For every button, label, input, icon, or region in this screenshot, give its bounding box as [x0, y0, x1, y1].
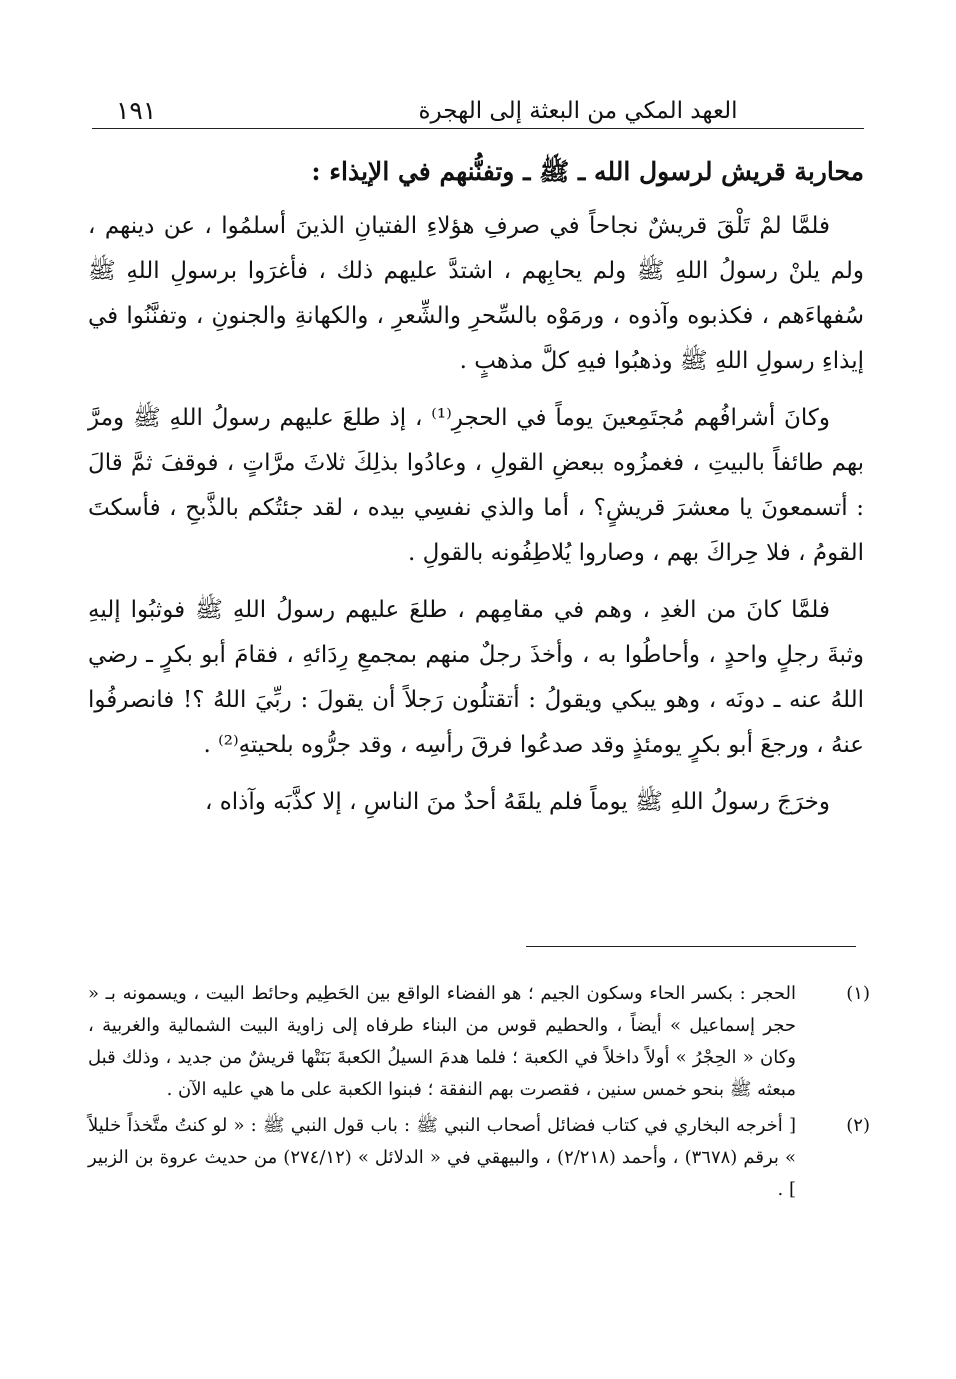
footnote-2 — [88, 1110, 870, 1206]
footnote-divider — [526, 946, 856, 947]
paragraph: فلمَّا كانَ من الغدِ ، وهم في مقامِهم ، طلعَ عليهم رسولُ اللهِ ﷺ فوثبُوا إليهِ وثبةَ رجلٍ واحدٍ ، وأحاطُوا به ، وأخذَ رجلٌ منهم بمجمعِ رِدَائهِ ، فقامَ أبو بكرٍ ـ رضي اللهُ عنه ـ دونَه ، وهو يبكي ويقولُ : أتقتلُون رَجلاً أن يقولَ : ربِّيَ اللهُ ؟! فانصرفُوا عنهُ ، ورجعَ أبو بكرٍ يومئذٍ وقد صدعُوا فرقَ رأسِه ، وقد جرُّوه بلحيتهِ⁽²⁾ . — [88, 597, 864, 758]
page-header — [92, 94, 864, 129]
paragraph: وخرَجَ رسولُ اللهِ ﷺ يوماً فلم يلقَهُ أحدٌ منَ الناسِ ، إلا كذَّبَه وآذاه ، — [204, 789, 830, 815]
paragraph: فلمَّا لمْ تَلْقَ قريشٌ نجاحاً في صرفِ هؤلاءِ الفتيانِ الذينَ أسلمُوا ، عن دينهم ، ولم يلنْ رسولُ اللهِ ﷺ ولم يحابِهم ، اشتدَّ عليهم ذلك ، فأغرَوا برسولِ اللهِ ﷺ سُفهاءَهم ، فكذبوه وآذوه ، ورمَوْه بالسِّحرِ والشِّعرِ ، والكهانةِ والجنونِ ، وتفنَّنُوا في إيذاءِ رسولِ اللهِ ﷺ وذهبُوا فيهِ كلَّ مذهبٍ . — [88, 213, 864, 374]
footnote-number: (٢) — [846, 1115, 870, 1136]
running-title: العهد المكي من البعثة إلى الهجرة — [418, 98, 738, 124]
footnote-1 — [88, 978, 870, 1106]
footnote-text: الحجر : بكسر الحاء وسكون الجيم ؛ هو الفضاء الواقع بين الحَطِيم وحائط البيت ، ويسمونه بـ « حجر إسماعيل » أيضاً ، والحطيم قوس من البناء طرفاه إلى زاوية البيت الشمالية والغربية ، وكان « الحِجْرُ » أولاً داخلاً في الكعبة ؛ فلما هدمَ السيلُ الكعبةَ بَنَتْها قريشٌ من جديد ، وذلك قبل مبعثه ﷺ بنحو خمس سنين ، فقصرت بهم النفقة ؛ فبنوا الكعبة على ما هي عليه الآن . — [88, 983, 796, 1100]
footnote-number: (١) — [846, 983, 870, 1004]
paragraph: وكانَ أشرافُهم مُجتَمِعينَ يوماً في الحجرِ⁽¹⁾ ، إذ طلعَ عليهم رسولُ اللهِ ﷺ ومرَّ بهم طائفاً بالبيتِ ، فغمزُوه ببعضِ القولِ ، وعادُوا بذلِكَ ثلاثَ مرَّاتٍ ، فوقفَ ثمَّ قالَ : أتسمعونَ يا معشرَ قريشٍ؟ ، أما والذي نفسِي بيده ، لقد جئتُكم بالذَّبحِ ، فأسكتَ القومُ ، فلا حِراكَ بهم ، وصاروا يُلاطِفُونه بالقولِ . — [88, 405, 864, 566]
body-text — [88, 204, 864, 825]
footnote-text: [ أخرجه البخاري في كتاب فضائل أصحاب النبي ﷺ : باب قول النبي ﷺ : « لو كنتُ متَّخذاً خليلاً » برقم (٣٦٧٨) ، وأحمد (٢/٢١٨) ، والبيهقي في « الدلائل » (٢٧٤/١٢) من حديث عروة بن الزبير ] . — [88, 1115, 797, 1200]
footnotes — [88, 978, 870, 1210]
page-number: ١٩١ — [116, 96, 157, 125]
section-heading: محاربة قريش لرسول الله ـ ﷺ ـ وتفنُّنهم في الإيذاء : — [311, 157, 864, 186]
